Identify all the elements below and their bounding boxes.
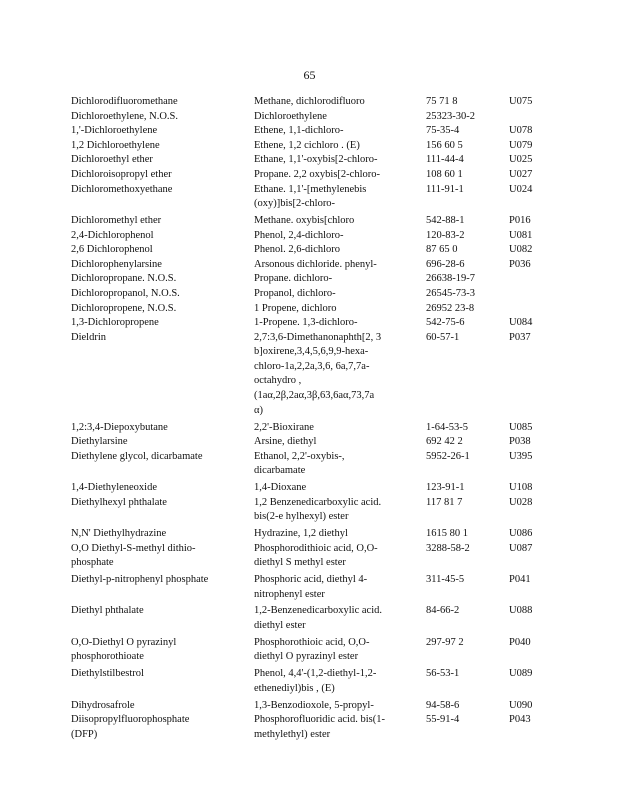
chemical-name: Dichlorophenylarsine <box>71 258 162 270</box>
chemical-name: Diethyl phthalate <box>71 605 144 617</box>
cas-number: 55-91-4 <box>426 714 460 726</box>
chemical-name: Diethyl-p-nitrophenyl phosphate <box>71 574 209 586</box>
table-row <box>0 110 619 125</box>
chemical-synonym: Methane, dichlorodifluoro <box>254 96 365 107</box>
cas-number: 1615 80 1 <box>426 528 468 540</box>
cas-number: 692 42 2 <box>426 436 463 448</box>
chemical-synonym: 2,7:3,6-Dimethanonaphth[2, 3 b]oxirene,3,4,5,6,9,9-hexa- chloro-1a,2,2a,3,6, 6a,7,7a- octahydro , (1aα,2β,2aα,3β,63,6aα,73,7a α) <box>254 331 382 416</box>
chemical-synonym: 1,2 Benzenedicarboxylic acid. bis(2-e hylhexyl) ester <box>254 496 382 523</box>
chemical-name: Dichloroethyl ether <box>71 154 153 166</box>
waste-code: P016 <box>509 214 531 226</box>
chemical-synonym: Dichloroethylene <box>254 110 327 122</box>
cas-number: 26952 23-8 <box>426 302 475 314</box>
chemical-synonym: Phenol, 2,4-dichloro- <box>254 229 344 241</box>
chemical-synonym: Arsine, diethyl <box>254 436 317 448</box>
waste-code: P041 <box>509 574 531 586</box>
cas-number: 25323-30-2 <box>426 110 475 122</box>
waste-code: U108 <box>509 482 533 494</box>
chemical-name: Dieldrin <box>71 331 106 343</box>
chemical-name: Dihydrosafrole <box>71 699 135 711</box>
chemical-synonym: Ethane, 1,1'-oxybis[2-chloro- <box>254 154 378 166</box>
waste-code: U090 <box>509 699 533 711</box>
table-row <box>0 168 619 183</box>
chemical-synonym: 1,2-Benzenedicarboxylic acid. diethyl ester <box>254 605 382 632</box>
cas-number: 311-45-5 <box>426 574 465 586</box>
waste-code: U027 <box>509 168 533 180</box>
chemical-synonym: Ethane. 1,1'-[methylenebis (oxy)]bis[2-chloro- <box>254 183 367 210</box>
waste-code: U078 <box>509 125 533 137</box>
chemical-name: 2,4-Dichlorophenol <box>71 229 154 241</box>
chemical-synonym: 1,3-Benzodioxole, 5-propyl- <box>254 699 374 711</box>
cas-number: 26638-19-7 <box>426 273 475 285</box>
chemical-synonym: 2,2'-Bioxirane <box>254 421 314 433</box>
table-row <box>0 287 619 302</box>
cas-number: 3288-58-2 <box>426 542 470 554</box>
cas-number: 1-64-53-5 <box>426 421 468 433</box>
waste-code: U082 <box>509 244 533 256</box>
table-row <box>0 527 619 542</box>
cas-number: 84-66-2 <box>426 605 460 617</box>
chemical-name: Diethylene glycol, dicarbamate <box>71 450 203 462</box>
waste-code: U395 <box>509 450 533 462</box>
waste-code: P040 <box>509 636 531 648</box>
cas-number: 75 71 8 <box>426 96 458 107</box>
table-row <box>0 481 619 496</box>
cas-number: 26545-73-3 <box>426 287 475 299</box>
table-row <box>0 667 619 698</box>
chemical-synonym: Hydrazine, 1,2 diethyl <box>254 528 348 540</box>
table-row <box>0 435 619 450</box>
chemical-name: Diisopropylfluorophosphate (DFP) <box>71 714 190 740</box>
chemical-name: 1,2:3,4-Diepoxybutane <box>71 421 168 433</box>
cas-number: 156 60 5 <box>426 139 463 151</box>
chemical-synonym: 1,4-Dioxane <box>254 482 307 494</box>
chemical-synonym: Phosphorothioic acid, O,O- diethyl O pyrazinyl ester <box>254 636 370 663</box>
table-row <box>0 604 619 635</box>
page-number: 65 <box>303 68 316 82</box>
chemical-synonym: Ethene, 1,2 cichloro . (E) <box>254 139 360 151</box>
waste-code: P038 <box>509 436 531 448</box>
table-row <box>0 331 619 421</box>
waste-code: U085 <box>509 421 533 433</box>
cas-number: 542-88-1 <box>426 214 465 226</box>
waste-code: P037 <box>509 331 531 343</box>
chemical-name: 1,'-Dichloroethylene <box>71 125 158 137</box>
waste-code: U089 <box>509 668 533 680</box>
chemical-name: 1,2 Dichloroethylene <box>71 139 160 151</box>
chemical-name: O,O Diethyl-S-methyl dithio- phosphate <box>71 542 196 569</box>
chemical-name: N,N' Diethylhydrazine <box>71 528 167 540</box>
chemical-name: Diethylstilbestrol <box>71 668 144 680</box>
chemical-synonym: Ethene, 1,1-dichloro- <box>254 125 344 137</box>
table-row <box>0 636 619 667</box>
chemical-name: 1,3-Dichloropropene <box>71 317 159 329</box>
table-row <box>0 214 619 229</box>
chemical-synonym: 1 Propene, dichloro <box>254 302 337 314</box>
table-row <box>0 272 619 287</box>
cas-number: 94-58-6 <box>426 699 460 711</box>
waste-code: U028 <box>509 496 533 508</box>
chemical-synonym: Propanol, dichloro- <box>254 287 336 299</box>
chemical-name: Diethylhexyl phthalate <box>71 496 167 508</box>
chemical-name: O,O-Diethyl O pyrazinyl phosphorothioate <box>71 636 177 663</box>
chemical-name: 2,6 Dichlorophenol <box>71 244 153 256</box>
cas-number: 120-83-2 <box>426 229 465 241</box>
cas-number: 111-44-4 <box>426 154 464 166</box>
chemical-name: Dichloropropanol, N.O.S. <box>71 287 180 299</box>
waste-code: U075 <box>509 96 533 107</box>
table-row <box>0 229 619 244</box>
table-row <box>0 713 619 744</box>
cas-number: 117 81 7 <box>426 496 463 508</box>
chemical-synonym: 1-Propene. 1,3-dichloro- <box>254 317 358 329</box>
chemical-synonym: Phosphoric acid, diethyl 4- nitrophenyl ester <box>254 574 368 600</box>
cas-number: 5952-26-1 <box>426 450 470 462</box>
cas-number: 696-28-6 <box>426 258 465 270</box>
table-row <box>0 421 619 436</box>
waste-code: U086 <box>509 528 533 540</box>
chemical-synonym: Propane. dichloro- <box>254 273 333 285</box>
waste-code: U084 <box>509 317 533 329</box>
cas-number: 111-91-1 <box>426 183 464 195</box>
waste-code: U025 <box>509 154 533 166</box>
cas-number: 108 60 1 <box>426 168 463 180</box>
chemical-synonym: Phosphorofluoridic acid. bis(1- methylethyl) ester <box>254 714 385 740</box>
table-row <box>0 243 619 258</box>
waste-code: U088 <box>509 605 533 617</box>
chemical-name: Dichloromethyl ether <box>71 214 162 226</box>
table-row <box>0 95 619 110</box>
chemical-synonym: Phenol. 2,6-dichloro <box>254 244 341 256</box>
chemical-synonym: Arsonous dichloride. phenyl- <box>254 258 377 270</box>
table-row <box>0 258 619 273</box>
table-row <box>0 139 619 154</box>
waste-code: U024 <box>509 183 533 195</box>
chemical-name: Dichloromethoxyethane <box>71 183 173 195</box>
table-row <box>0 573 619 604</box>
table-row <box>0 496 619 527</box>
chemical-synonym: Methane. oxybis[chloro <box>254 214 355 226</box>
waste-code: U079 <box>509 139 533 151</box>
cas-number: 542-75-6 <box>426 317 465 329</box>
table-row <box>0 302 619 317</box>
chemical-name: Dichloroethylene, N.O.S. <box>71 110 179 122</box>
waste-code: U087 <box>509 542 533 554</box>
cas-number: 60-57-1 <box>426 331 460 343</box>
cas-number: 297-97 2 <box>426 636 464 648</box>
chemical-synonym: Phosphorodithioic acid, O,O- diethyl S methyl ester <box>254 542 378 569</box>
chemical-name: Diethylarsine <box>71 436 128 448</box>
cas-number: 123-91-1 <box>426 482 465 494</box>
waste-code: U081 <box>509 229 533 241</box>
waste-code: P043 <box>509 714 531 726</box>
table-row <box>0 316 619 331</box>
chemical-name: Dichloroisopropyl ether <box>71 168 172 180</box>
chemical-name: 1,4-Diethyleneoxide <box>71 482 158 494</box>
cas-number: 75-35-4 <box>426 125 460 137</box>
table-row <box>0 450 619 481</box>
chemical-table <box>0 95 619 745</box>
chemical-name: Dichlorodifluoromethane <box>71 96 178 107</box>
table-row <box>0 124 619 139</box>
cas-number: 56-53-1 <box>426 668 460 680</box>
chemical-name: Dichloropropene, N.O.S. <box>71 302 177 314</box>
waste-code: P036 <box>509 258 531 270</box>
chemical-synonym: Propane. 2,2 oxybis[2-chloro- <box>254 168 380 180</box>
chemical-synonym: Phenol, 4,4'-(1,2-diethyl-1,2- ethenediyl)bis , (E) <box>254 668 377 694</box>
chemical-synonym: Ethanol, 2,2'-oxybis-, dicarbamate <box>254 450 345 477</box>
chemical-name: Dichloropropane. N.O.S. <box>71 273 177 285</box>
table-row <box>0 542 619 573</box>
table-row <box>0 183 619 214</box>
table-row <box>0 153 619 168</box>
cas-number: 87 65 0 <box>426 244 458 256</box>
table-row <box>0 699 619 714</box>
